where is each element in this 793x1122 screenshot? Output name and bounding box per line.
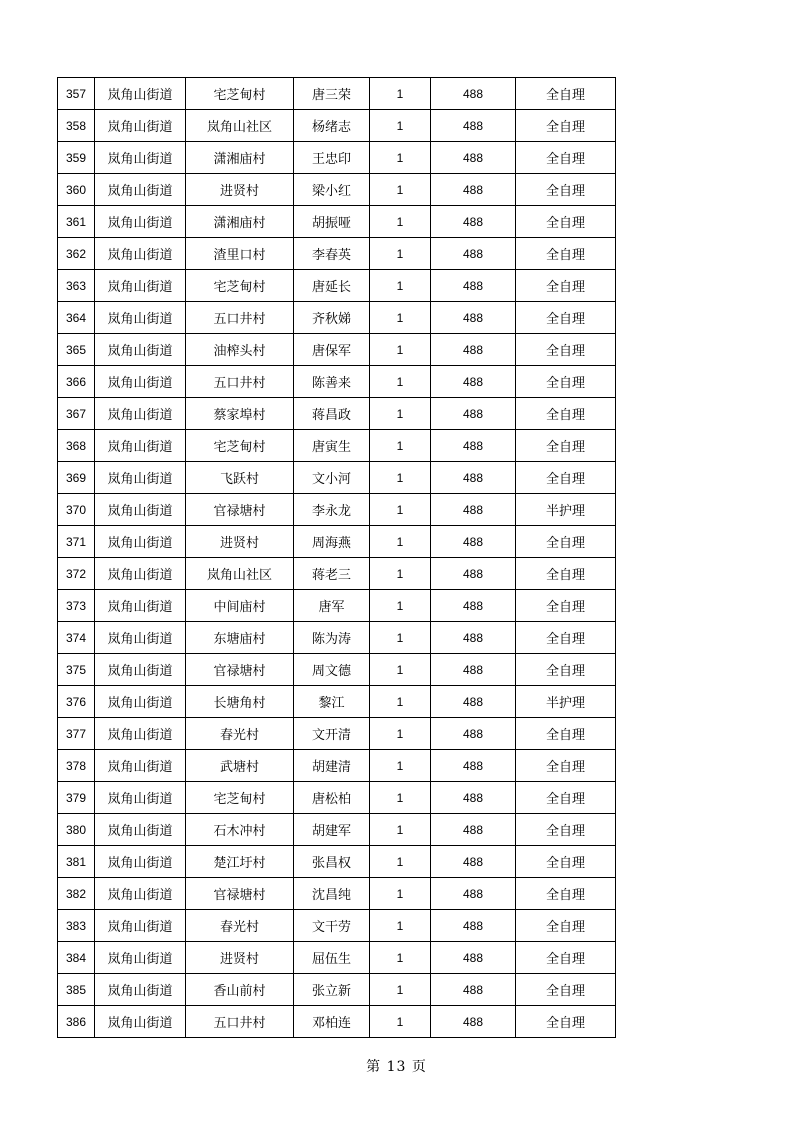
village-cell: 油榨头村 (186, 334, 294, 366)
amount-cell: 488 (431, 654, 516, 686)
care-type-cell: 全自理 (516, 526, 616, 558)
village-cell: 香山前村 (186, 974, 294, 1006)
subdistrict-cell: 岚角山街道 (95, 206, 186, 238)
subdistrict-cell: 岚角山街道 (95, 142, 186, 174)
subdistrict-cell: 岚角山街道 (95, 878, 186, 910)
table-row (58, 78, 616, 110)
row-number-cell: 376 (58, 686, 95, 718)
care-type-cell: 全自理 (516, 238, 616, 270)
village-cell: 进贤村 (186, 526, 294, 558)
count-cell: 1 (370, 302, 431, 334)
count-cell: 1 (370, 78, 431, 110)
care-type-cell: 全自理 (516, 974, 616, 1006)
care-type-cell: 全自理 (516, 78, 616, 110)
row-number-cell: 372 (58, 558, 95, 590)
village-cell: 春光村 (186, 910, 294, 942)
count-cell: 1 (370, 654, 431, 686)
count-cell: 1 (370, 974, 431, 1006)
subdistrict-cell: 岚角山街道 (95, 110, 186, 142)
person-name-cell: 沈昌纯 (294, 878, 370, 910)
table-row (58, 718, 616, 750)
village-cell: 武塘村 (186, 750, 294, 782)
care-type-cell: 全自理 (516, 654, 616, 686)
person-name-cell: 蒋昌政 (294, 398, 370, 430)
person-name-cell: 周文德 (294, 654, 370, 686)
amount-cell: 488 (431, 814, 516, 846)
table-row (58, 622, 616, 654)
table-row (58, 206, 616, 238)
count-cell: 1 (370, 846, 431, 878)
subdistrict-cell: 岚角山街道 (95, 622, 186, 654)
care-type-cell: 全自理 (516, 110, 616, 142)
person-name-cell: 陈为涛 (294, 622, 370, 654)
village-cell: 宅芝甸村 (186, 78, 294, 110)
records-table (57, 77, 616, 1038)
person-name-cell: 屈伍生 (294, 942, 370, 974)
subdistrict-cell: 岚角山街道 (95, 238, 186, 270)
row-number-cell: 357 (58, 78, 95, 110)
table-row (58, 686, 616, 718)
subdistrict-cell: 岚角山街道 (95, 366, 186, 398)
table-row (58, 430, 616, 462)
subdistrict-cell: 岚角山街道 (95, 334, 186, 366)
subdistrict-cell: 岚角山街道 (95, 462, 186, 494)
row-number-cell: 363 (58, 270, 95, 302)
row-number-cell: 375 (58, 654, 95, 686)
village-cell: 中间庙村 (186, 590, 294, 622)
amount-cell: 488 (431, 782, 516, 814)
care-type-cell: 半护理 (516, 494, 616, 526)
row-number-cell: 364 (58, 302, 95, 334)
person-name-cell: 李春英 (294, 238, 370, 270)
table-row (58, 366, 616, 398)
count-cell: 1 (370, 782, 431, 814)
table-body (58, 78, 616, 1038)
village-cell: 东塘庙村 (186, 622, 294, 654)
village-cell: 飞跃村 (186, 462, 294, 494)
amount-cell: 488 (431, 366, 516, 398)
care-type-cell: 全自理 (516, 366, 616, 398)
amount-cell: 488 (431, 718, 516, 750)
person-name-cell: 文开清 (294, 718, 370, 750)
amount-cell: 488 (431, 270, 516, 302)
care-type-cell: 全自理 (516, 718, 616, 750)
amount-cell: 488 (431, 910, 516, 942)
row-number-cell: 365 (58, 334, 95, 366)
care-type-cell: 全自理 (516, 398, 616, 430)
care-type-cell: 全自理 (516, 814, 616, 846)
village-cell: 官禄塘村 (186, 494, 294, 526)
amount-cell: 488 (431, 462, 516, 494)
table-row (58, 142, 616, 174)
person-name-cell: 张昌权 (294, 846, 370, 878)
count-cell: 1 (370, 590, 431, 622)
person-name-cell: 黎江 (294, 686, 370, 718)
count-cell: 1 (370, 110, 431, 142)
count-cell: 1 (370, 270, 431, 302)
row-number-cell: 367 (58, 398, 95, 430)
person-name-cell: 陈善来 (294, 366, 370, 398)
village-cell: 宅芝甸村 (186, 782, 294, 814)
row-number-cell: 366 (58, 366, 95, 398)
subdistrict-cell: 岚角山街道 (95, 430, 186, 462)
person-name-cell: 齐秋娣 (294, 302, 370, 334)
care-type-cell: 全自理 (516, 334, 616, 366)
table-row (58, 270, 616, 302)
amount-cell: 488 (431, 302, 516, 334)
person-name-cell: 蒋老三 (294, 558, 370, 590)
table-row (58, 398, 616, 430)
subdistrict-cell: 岚角山街道 (95, 782, 186, 814)
table-row (58, 558, 616, 590)
count-cell: 1 (370, 814, 431, 846)
count-cell: 1 (370, 1006, 431, 1038)
person-name-cell: 文小河 (294, 462, 370, 494)
count-cell: 1 (370, 910, 431, 942)
village-cell: 进贤村 (186, 174, 294, 206)
person-name-cell: 杨绪志 (294, 110, 370, 142)
person-name-cell: 李永龙 (294, 494, 370, 526)
table-row (58, 494, 616, 526)
row-number-cell: 360 (58, 174, 95, 206)
subdistrict-cell: 岚角山街道 (95, 494, 186, 526)
care-type-cell: 全自理 (516, 430, 616, 462)
table-row (58, 654, 616, 686)
table-row (58, 910, 616, 942)
care-type-cell: 全自理 (516, 270, 616, 302)
person-name-cell: 邓柏连 (294, 1006, 370, 1038)
amount-cell: 488 (431, 526, 516, 558)
subdistrict-cell: 岚角山街道 (95, 78, 186, 110)
amount-cell: 488 (431, 142, 516, 174)
count-cell: 1 (370, 206, 431, 238)
care-type-cell: 全自理 (516, 782, 616, 814)
person-name-cell: 文干劳 (294, 910, 370, 942)
amount-cell: 488 (431, 622, 516, 654)
person-name-cell: 唐延长 (294, 270, 370, 302)
care-type-cell: 全自理 (516, 750, 616, 782)
table-row (58, 1006, 616, 1038)
table-row (58, 462, 616, 494)
care-type-cell: 全自理 (516, 1006, 616, 1038)
amount-cell: 488 (431, 878, 516, 910)
amount-cell: 488 (431, 238, 516, 270)
table-row (58, 974, 616, 1006)
table-row (58, 110, 616, 142)
row-number-cell: 379 (58, 782, 95, 814)
row-number-cell: 381 (58, 846, 95, 878)
count-cell: 1 (370, 398, 431, 430)
amount-cell: 488 (431, 206, 516, 238)
table-row (58, 174, 616, 206)
amount-cell: 488 (431, 398, 516, 430)
subdistrict-cell: 岚角山街道 (95, 1006, 186, 1038)
subdistrict-cell: 岚角山街道 (95, 846, 186, 878)
amount-cell: 488 (431, 1006, 516, 1038)
amount-cell: 488 (431, 942, 516, 974)
table-row (58, 782, 616, 814)
table-row (58, 590, 616, 622)
person-name-cell: 唐保军 (294, 334, 370, 366)
care-type-cell: 全自理 (516, 206, 616, 238)
row-number-cell: 380 (58, 814, 95, 846)
count-cell: 1 (370, 174, 431, 206)
table-row (58, 942, 616, 974)
table-row (58, 302, 616, 334)
village-cell: 潇湘庙村 (186, 142, 294, 174)
care-type-cell: 全自理 (516, 174, 616, 206)
village-cell: 五口井村 (186, 366, 294, 398)
village-cell: 春光村 (186, 718, 294, 750)
person-name-cell: 梁小红 (294, 174, 370, 206)
page-number: 第 13 页 (366, 1059, 427, 1075)
village-cell: 蔡家埠村 (186, 398, 294, 430)
count-cell: 1 (370, 238, 431, 270)
row-number-cell: 377 (58, 718, 95, 750)
person-name-cell: 胡建军 (294, 814, 370, 846)
count-cell: 1 (370, 750, 431, 782)
care-type-cell: 全自理 (516, 590, 616, 622)
subdistrict-cell: 岚角山街道 (95, 270, 186, 302)
subdistrict-cell: 岚角山街道 (95, 558, 186, 590)
subdistrict-cell: 岚角山街道 (95, 942, 186, 974)
village-cell: 岚角山社区 (186, 558, 294, 590)
amount-cell: 488 (431, 590, 516, 622)
count-cell: 1 (370, 526, 431, 558)
subdistrict-cell: 岚角山街道 (95, 654, 186, 686)
table-row (58, 878, 616, 910)
person-name-cell: 周海燕 (294, 526, 370, 558)
person-name-cell: 胡建清 (294, 750, 370, 782)
row-number-cell: 359 (58, 142, 95, 174)
table-row (58, 814, 616, 846)
village-cell: 潇湘庙村 (186, 206, 294, 238)
village-cell: 进贤村 (186, 942, 294, 974)
row-number-cell: 371 (58, 526, 95, 558)
row-number-cell: 368 (58, 430, 95, 462)
village-cell: 岚角山社区 (186, 110, 294, 142)
subdistrict-cell: 岚角山街道 (95, 398, 186, 430)
care-type-cell: 半护理 (516, 686, 616, 718)
row-number-cell: 358 (58, 110, 95, 142)
subdistrict-cell: 岚角山街道 (95, 526, 186, 558)
village-cell: 宅芝甸村 (186, 270, 294, 302)
care-type-cell: 全自理 (516, 622, 616, 654)
care-type-cell: 全自理 (516, 558, 616, 590)
care-type-cell: 全自理 (516, 462, 616, 494)
count-cell: 1 (370, 462, 431, 494)
row-number-cell: 383 (58, 910, 95, 942)
subdistrict-cell: 岚角山街道 (95, 590, 186, 622)
village-cell: 官禄塘村 (186, 878, 294, 910)
table-row (58, 750, 616, 782)
care-type-cell: 全自理 (516, 878, 616, 910)
village-cell: 宅芝甸村 (186, 430, 294, 462)
amount-cell: 488 (431, 430, 516, 462)
row-number-cell: 382 (58, 878, 95, 910)
care-type-cell: 全自理 (516, 942, 616, 974)
subdistrict-cell: 岚角山街道 (95, 814, 186, 846)
amount-cell: 488 (431, 686, 516, 718)
care-type-cell: 全自理 (516, 910, 616, 942)
row-number-cell: 378 (58, 750, 95, 782)
village-cell: 五口井村 (186, 302, 294, 334)
person-name-cell: 唐松柏 (294, 782, 370, 814)
subdistrict-cell: 岚角山街道 (95, 910, 186, 942)
village-cell: 楚江圩村 (186, 846, 294, 878)
person-name-cell: 唐军 (294, 590, 370, 622)
row-number-cell: 374 (58, 622, 95, 654)
care-type-cell: 全自理 (516, 846, 616, 878)
row-number-cell: 361 (58, 206, 95, 238)
village-cell: 渣里口村 (186, 238, 294, 270)
amount-cell: 488 (431, 494, 516, 526)
amount-cell: 488 (431, 846, 516, 878)
count-cell: 1 (370, 718, 431, 750)
care-type-cell: 全自理 (516, 142, 616, 174)
count-cell: 1 (370, 334, 431, 366)
amount-cell: 488 (431, 750, 516, 782)
amount-cell: 488 (431, 110, 516, 142)
table-row (58, 334, 616, 366)
row-number-cell: 369 (58, 462, 95, 494)
village-cell: 长塘角村 (186, 686, 294, 718)
village-cell: 官禄塘村 (186, 654, 294, 686)
subdistrict-cell: 岚角山街道 (95, 174, 186, 206)
row-number-cell: 384 (58, 942, 95, 974)
count-cell: 1 (370, 942, 431, 974)
village-cell: 石木冲村 (186, 814, 294, 846)
row-number-cell: 385 (58, 974, 95, 1006)
person-name-cell: 胡振哑 (294, 206, 370, 238)
subdistrict-cell: 岚角山街道 (95, 750, 186, 782)
amount-cell: 488 (431, 78, 516, 110)
subdistrict-cell: 岚角山街道 (95, 686, 186, 718)
person-name-cell: 唐三荣 (294, 78, 370, 110)
count-cell: 1 (370, 494, 431, 526)
row-number-cell: 370 (58, 494, 95, 526)
amount-cell: 488 (431, 174, 516, 206)
table-row (58, 526, 616, 558)
person-name-cell: 唐寅生 (294, 430, 370, 462)
count-cell: 1 (370, 878, 431, 910)
person-name-cell: 王忠印 (294, 142, 370, 174)
amount-cell: 488 (431, 974, 516, 1006)
village-cell: 五口井村 (186, 1006, 294, 1038)
row-number-cell: 373 (58, 590, 95, 622)
table-row (58, 846, 616, 878)
count-cell: 1 (370, 622, 431, 654)
row-number-cell: 386 (58, 1006, 95, 1038)
count-cell: 1 (370, 558, 431, 590)
count-cell: 1 (370, 430, 431, 462)
table-row (58, 238, 616, 270)
amount-cell: 488 (431, 334, 516, 366)
person-name-cell: 张立新 (294, 974, 370, 1006)
subdistrict-cell: 岚角山街道 (95, 974, 186, 1006)
row-number-cell: 362 (58, 238, 95, 270)
count-cell: 1 (370, 142, 431, 174)
subdistrict-cell: 岚角山街道 (95, 718, 186, 750)
count-cell: 1 (370, 686, 431, 718)
care-type-cell: 全自理 (516, 302, 616, 334)
subdistrict-cell: 岚角山街道 (95, 302, 186, 334)
count-cell: 1 (370, 366, 431, 398)
amount-cell: 488 (431, 558, 516, 590)
